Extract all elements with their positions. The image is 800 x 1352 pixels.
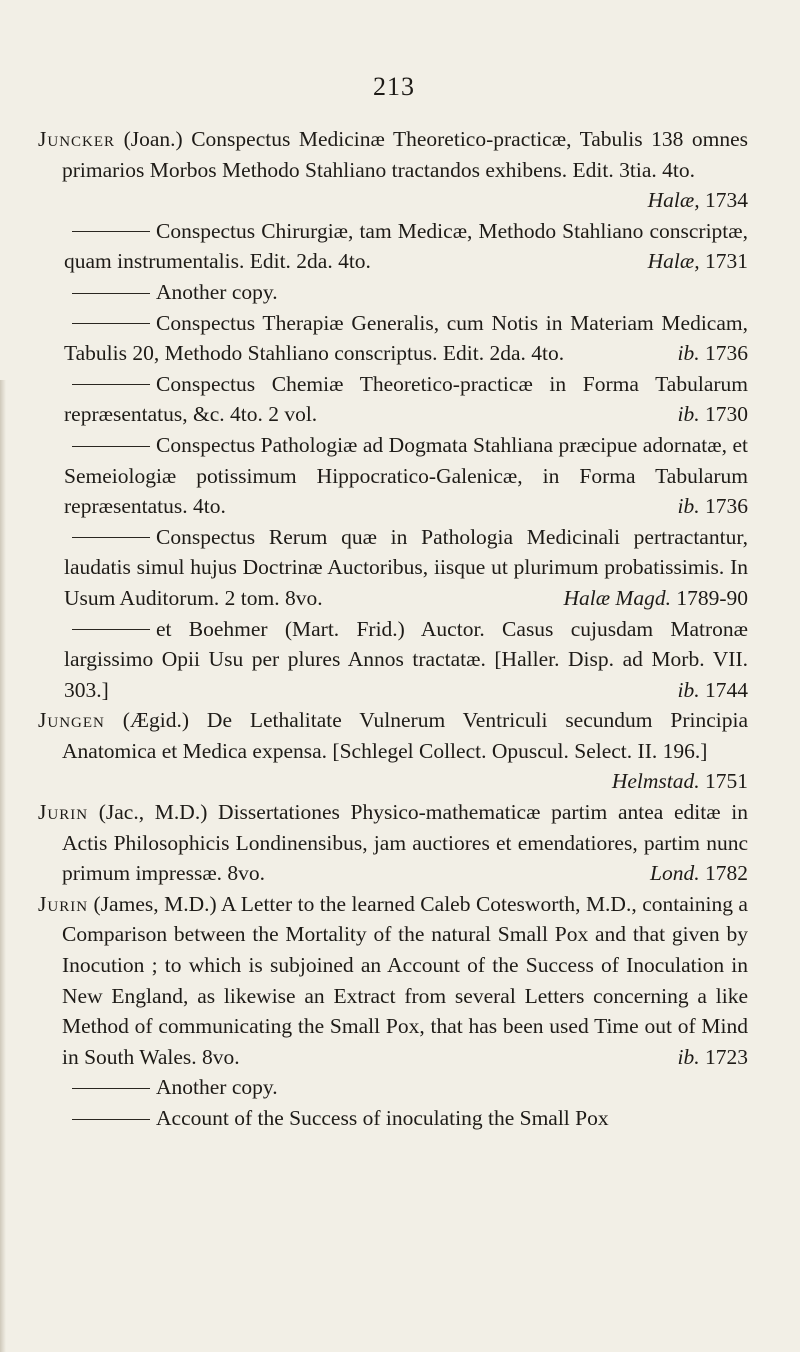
imprint-place: Halæ, [647,249,700,274]
entry-imprint [678,675,748,706]
imprint-place: ib. [677,1044,700,1069]
author-surname: Jurin [38,800,89,825]
entry-title: Conspectus Chemiæ Theoretico-practicæ in Forma Tabularum repræsentatus, &c. 4to. 2 vol. [64,371,748,427]
imprint-place: ib. [677,677,700,702]
catalog-entry [38,216,748,277]
ditto-dash [72,537,150,538]
imprint-year: 1736 [699,341,748,366]
catalog-entry [38,369,748,430]
imprint-place: Lond. [650,861,700,886]
imprint-place: ib. [677,402,700,427]
entry-imprint [678,338,748,369]
imprint-place: Halæ, [647,188,700,213]
imprint-year: 1789-90 [670,585,748,610]
imprint-year: 1730 [699,402,748,427]
author-forename: (Ægid.) [104,708,190,733]
imprint-year: 1723 [699,1044,748,1069]
entry-title: et Boehmer (Mart. Frid.) Auctor. Casus cujusdam Matronæ largissimo Opii Usu per plures Annos tractatæ. [Haller. Disp. ad Morb. VII. 303.] [64,616,748,702]
catalog-entry [38,430,748,522]
entry-imprint [678,491,748,522]
entry-title: Conspectus Medicinæ Theoretico-practicæ, Tabulis 138 omnes primarios Morbos Methodo Stahliano tractandos exhibens. Edit. 3tia. 4to. [62,127,748,182]
entry-title: Dissertationes Physico-mathematicæ partim antea editæ in Actis Philosophicis Londinensibus, jam auctiores et emendatiores, partim nunc primum impressæ. 8vo. [62,800,748,886]
entry-title: Conspectus Pathologiæ ad Dogmata Stahliana præcipue adornatæ, et Semeiologiæ potissimum Hippocratico-Galenicæ, in Forma Tabularum repræsentatus. 4to. [64,432,748,519]
imprint-year: 1736 [699,494,748,519]
ditto-dash [72,1088,150,1089]
catalog-entry [38,797,748,889]
imprint-year: 1744 [699,677,748,702]
ditto-dash [72,323,150,324]
imprint-place: ib. [677,341,700,366]
entry-title: A Letter to the learned Caleb Cotesworth, M.D., containing a Comparison between the Mortality of the natural Small Pox and that given by Inocution ; to which is subjoined an Account of the Success of Inoculation in New England, as likewise an Extract from several Letters concerning a like Method of communicating the Small Pox, that has been used Time out of Mind in South Wales. 8vo. [62,891,748,1069]
imprint-place: Halæ Magd. [563,585,671,610]
entry-imprint [563,583,748,614]
catalog-entry [38,705,748,797]
entry-imprint [678,399,748,430]
imprint-place: ib. [677,494,700,519]
entry-title: Conspectus Rerum quæ in Pathologia Medicinali pertractantur, laudatis simul hujus Doctrinæ Auctoribus, iisque ut plurimum probatissimis. In Usum Auditorum. 2 tom. 8vo. [64,524,748,610]
imprint-year: 1731 [699,249,748,274]
author-surname: Jungen [38,708,105,733]
imprint-year: 1734 [699,188,748,213]
ditto-dash [72,629,150,630]
author-surname: Juncker [38,127,116,151]
entry-imprint [678,1042,748,1073]
entry-title: Conspectus Chirurgiæ, tam Medicæ, Methodo Stahliano conscriptæ, quam instrumentalis. Edit. 2da. 4to. [64,218,748,274]
page-shadow-edge [0,380,6,1352]
catalog-entry [38,889,748,1073]
entry-title: Another copy. [156,279,278,304]
catalog-entry [38,277,748,308]
imprint-year: 1751 [699,769,748,794]
page-number: 213 [373,72,415,101]
catalog-entry [38,124,748,216]
catalog-entry [38,308,748,369]
ditto-dash [72,446,150,447]
catalog-entry [38,1072,748,1103]
ditto-dash [72,293,150,294]
catalog-entry [38,1103,748,1134]
ditto-dash [72,384,150,385]
entry-imprint [612,766,748,797]
entry-title: Conspectus Therapiæ Generalis, cum Notis in Materiam Medicam, Tabulis 20, Methodo Stahliano conscriptus. Edit. 2da. 4to. [64,310,748,366]
entry-imprint [650,858,748,889]
author-forename: (Joan.) [115,127,183,151]
imprint-place: Helmstad. [611,769,700,794]
entry-title: Account of the Success of inoculating the Small Pox [156,1106,609,1130]
catalog-entry [38,614,748,706]
imprint-year: 1782 [699,861,748,886]
author-surname: Jurin [38,891,89,916]
entry-title: Another copy. [156,1075,278,1100]
catalog-entry [38,522,748,614]
ditto-dash [72,1119,150,1120]
author-forename: (James, M.D.) [88,891,217,916]
entry-title: De Lethalitate Vulnerum Ventriculi secundum Principia Anatomica et Medica expensa. [Schlegel Collect. Opuscul. Select. II. 196.] [62,708,748,763]
entry-imprint [648,246,748,277]
author-forename: (Jac., M.D.) [88,800,208,825]
catalog-entries [38,124,748,1134]
entry-imprint [648,185,748,216]
ditto-dash [72,231,150,232]
